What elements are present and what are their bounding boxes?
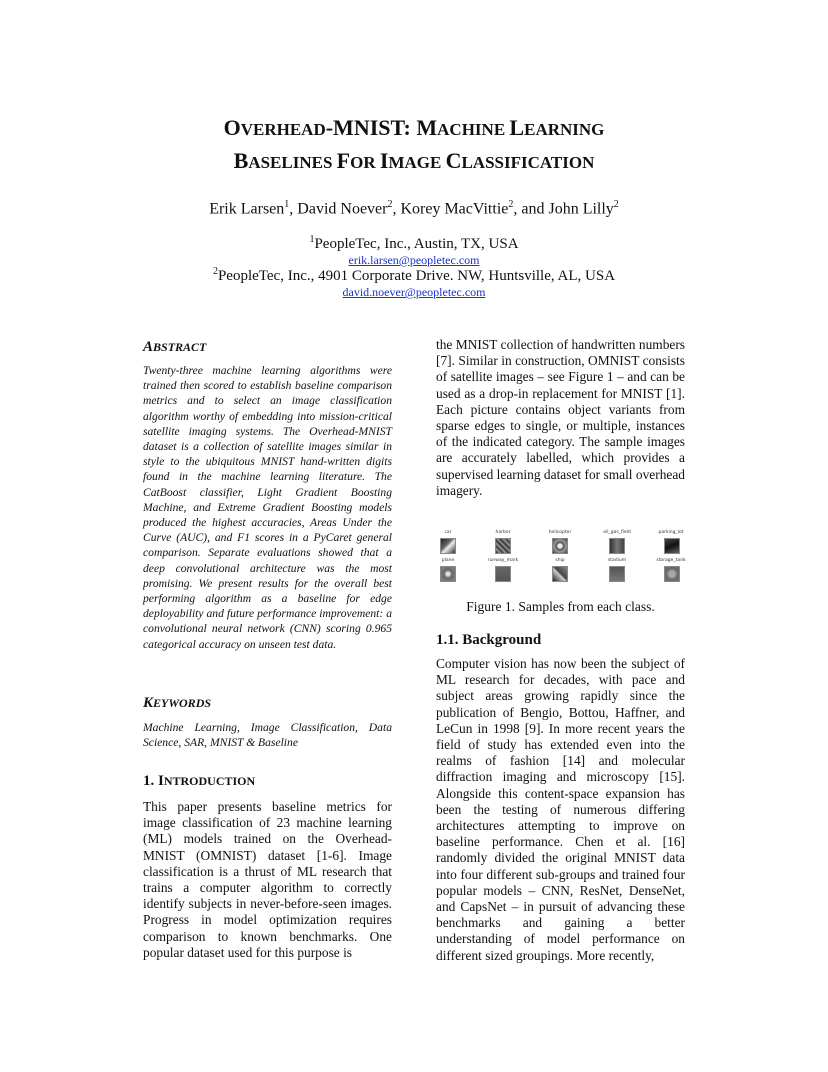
class-label-ship: ship [555, 558, 565, 563]
class-label-runway-mark: runway_mark [487, 558, 519, 563]
class-label-stadium: stadium [607, 558, 627, 563]
affiliation-2: $^2$PeopleTec, Inc., 4901 Corporate Drive. NW, Huntsville, AL, USA [212, 266, 616, 284]
background-heading: 1.1. Background [436, 632, 542, 648]
background-text: Computer vision has now been the subject of ML research for decades, with pace and subject areas growing rapidly since the publication of Bengio, Bottou, Haffner, and LeCun in 1998 [9]. In more recent years the field of study has extended even into the realms of fashion [14] and molecular diffraction imaging and microscopy [15]. Alongside this content-space expansion has been the testing of numerous differing architectures attempting to improve on baseline performance. Chen et al. [16] randomly divided the original MNIST data into four different sub-groups and trained four popular models – CNN, ResNet, DenseNet, and CapsNet – in pursuit of advancing these benchmarks and gaining a better understanding of model performance on different sized groupings. More recently, [436, 656, 685, 963]
introduction-text: This paper presents baseline metrics for image classification of 23 machine learning (ML) models trained on the Overhead-MNIST (OMNIST) dataset [1-6]. Image classification is a thrust of ML research that trains a computer algorithm to correctly identify subjects in never-before-seen images. Progress in model optimization requires comparison to known benchmarks. One popular dataset used for this purpose is [143, 799, 392, 960]
introduction-heading: 1. INTRODUCTION [143, 773, 256, 789]
figure-1-sample-grid [437, 530, 685, 590]
figure-1-caption: Figure 1. Samples from each class. [466, 599, 655, 614]
email-link-1[interactable]: erik.larsen@peopletec.com [348, 253, 480, 267]
author-list: Erik Larsen$^1$, David Noever$^2$, Korey MacVittie$^2$, and John Lilly$^2$ [209, 199, 619, 218]
right-column-intro-text: the MNIST collection of handwritten numbers [7]. Similar in construction, OMNIST consists of satellite images – see Figure 1 – and can be used as a drop-in replacement for MNIST [1]. Each picture contains object variants from sparse edges to single, or multiple, instances of the indicated category. The sample images are accurately labelled, which provides a supervised learning dataset for small overhead imagery. [436, 337, 685, 498]
sample-runway-mark-image [495, 566, 511, 582]
class-label-parking-lot: parking_lot [658, 530, 684, 535]
sample-car-image [440, 538, 456, 554]
class-label-storage-tank: storage_tank [656, 558, 686, 563]
keywords-text: Machine Learning, Image Classification, Data Science, SAR, MNIST & Baseline [143, 721, 392, 750]
sample-harbor-image [495, 538, 511, 554]
title-line-1: OVERHEAD-MNIST: MACHINE LEARNING [223, 115, 605, 140]
sample-storage-tank-image [664, 566, 680, 582]
sample-plane-image [440, 566, 456, 582]
class-label-plane: plane [441, 558, 455, 563]
affiliation-1: $^1$PeopleTec, Inc., Austin, TX, USA [309, 234, 519, 252]
title-line-2: BASELINES FOR IMAGE CLASSIFICATION [233, 148, 595, 173]
abstract-text: Twenty-three machine learning algorithms were trained then scored to establish baseline comparison metrics and to select an image classification algorithm worthy of embedding into mission-critical satellite imaging systems. The Overhead-MNIST dataset is a collection of satellite images similar in style to the ubiquitous MNIST hand-written digits found in the machine learning literature. The CatBoost classifier, Light Gradient Boosting Machine, and Extreme Gradient Boosting models produced the highest accuracies, Areas Under the Curve (AUC), and F1 scores in a PyCaret general comparison. Separate evaluations showed that a deep convolutional architecture was the most promising. We present results for the overall best performing algorithm as a baseline for edge deployability and future performance improvement: a convolutional neural network (CNN) scoring 0.965 categorical accuracy on unseen test data. [143, 364, 392, 651]
class-label-car: car [444, 530, 452, 535]
abstract-heading: ABSTRACT [143, 339, 207, 355]
sample-oil-gas-field-image [609, 538, 625, 554]
sample-stadium-image [609, 566, 625, 582]
email-link-2[interactable]: david.noever@peopletec.com [342, 285, 486, 299]
class-label-helicopter: helicopter [548, 530, 572, 535]
class-label-oil-gas-field: oil_gas_field [603, 530, 631, 535]
sample-parking-lot-image [664, 538, 680, 554]
sample-ship-image [552, 566, 568, 582]
class-label-harbor: harbor [495, 530, 511, 535]
keywords-heading: KEYWORDS [143, 695, 212, 711]
paper-title [0, 113, 828, 179]
sample-helicopter-image [552, 538, 568, 554]
